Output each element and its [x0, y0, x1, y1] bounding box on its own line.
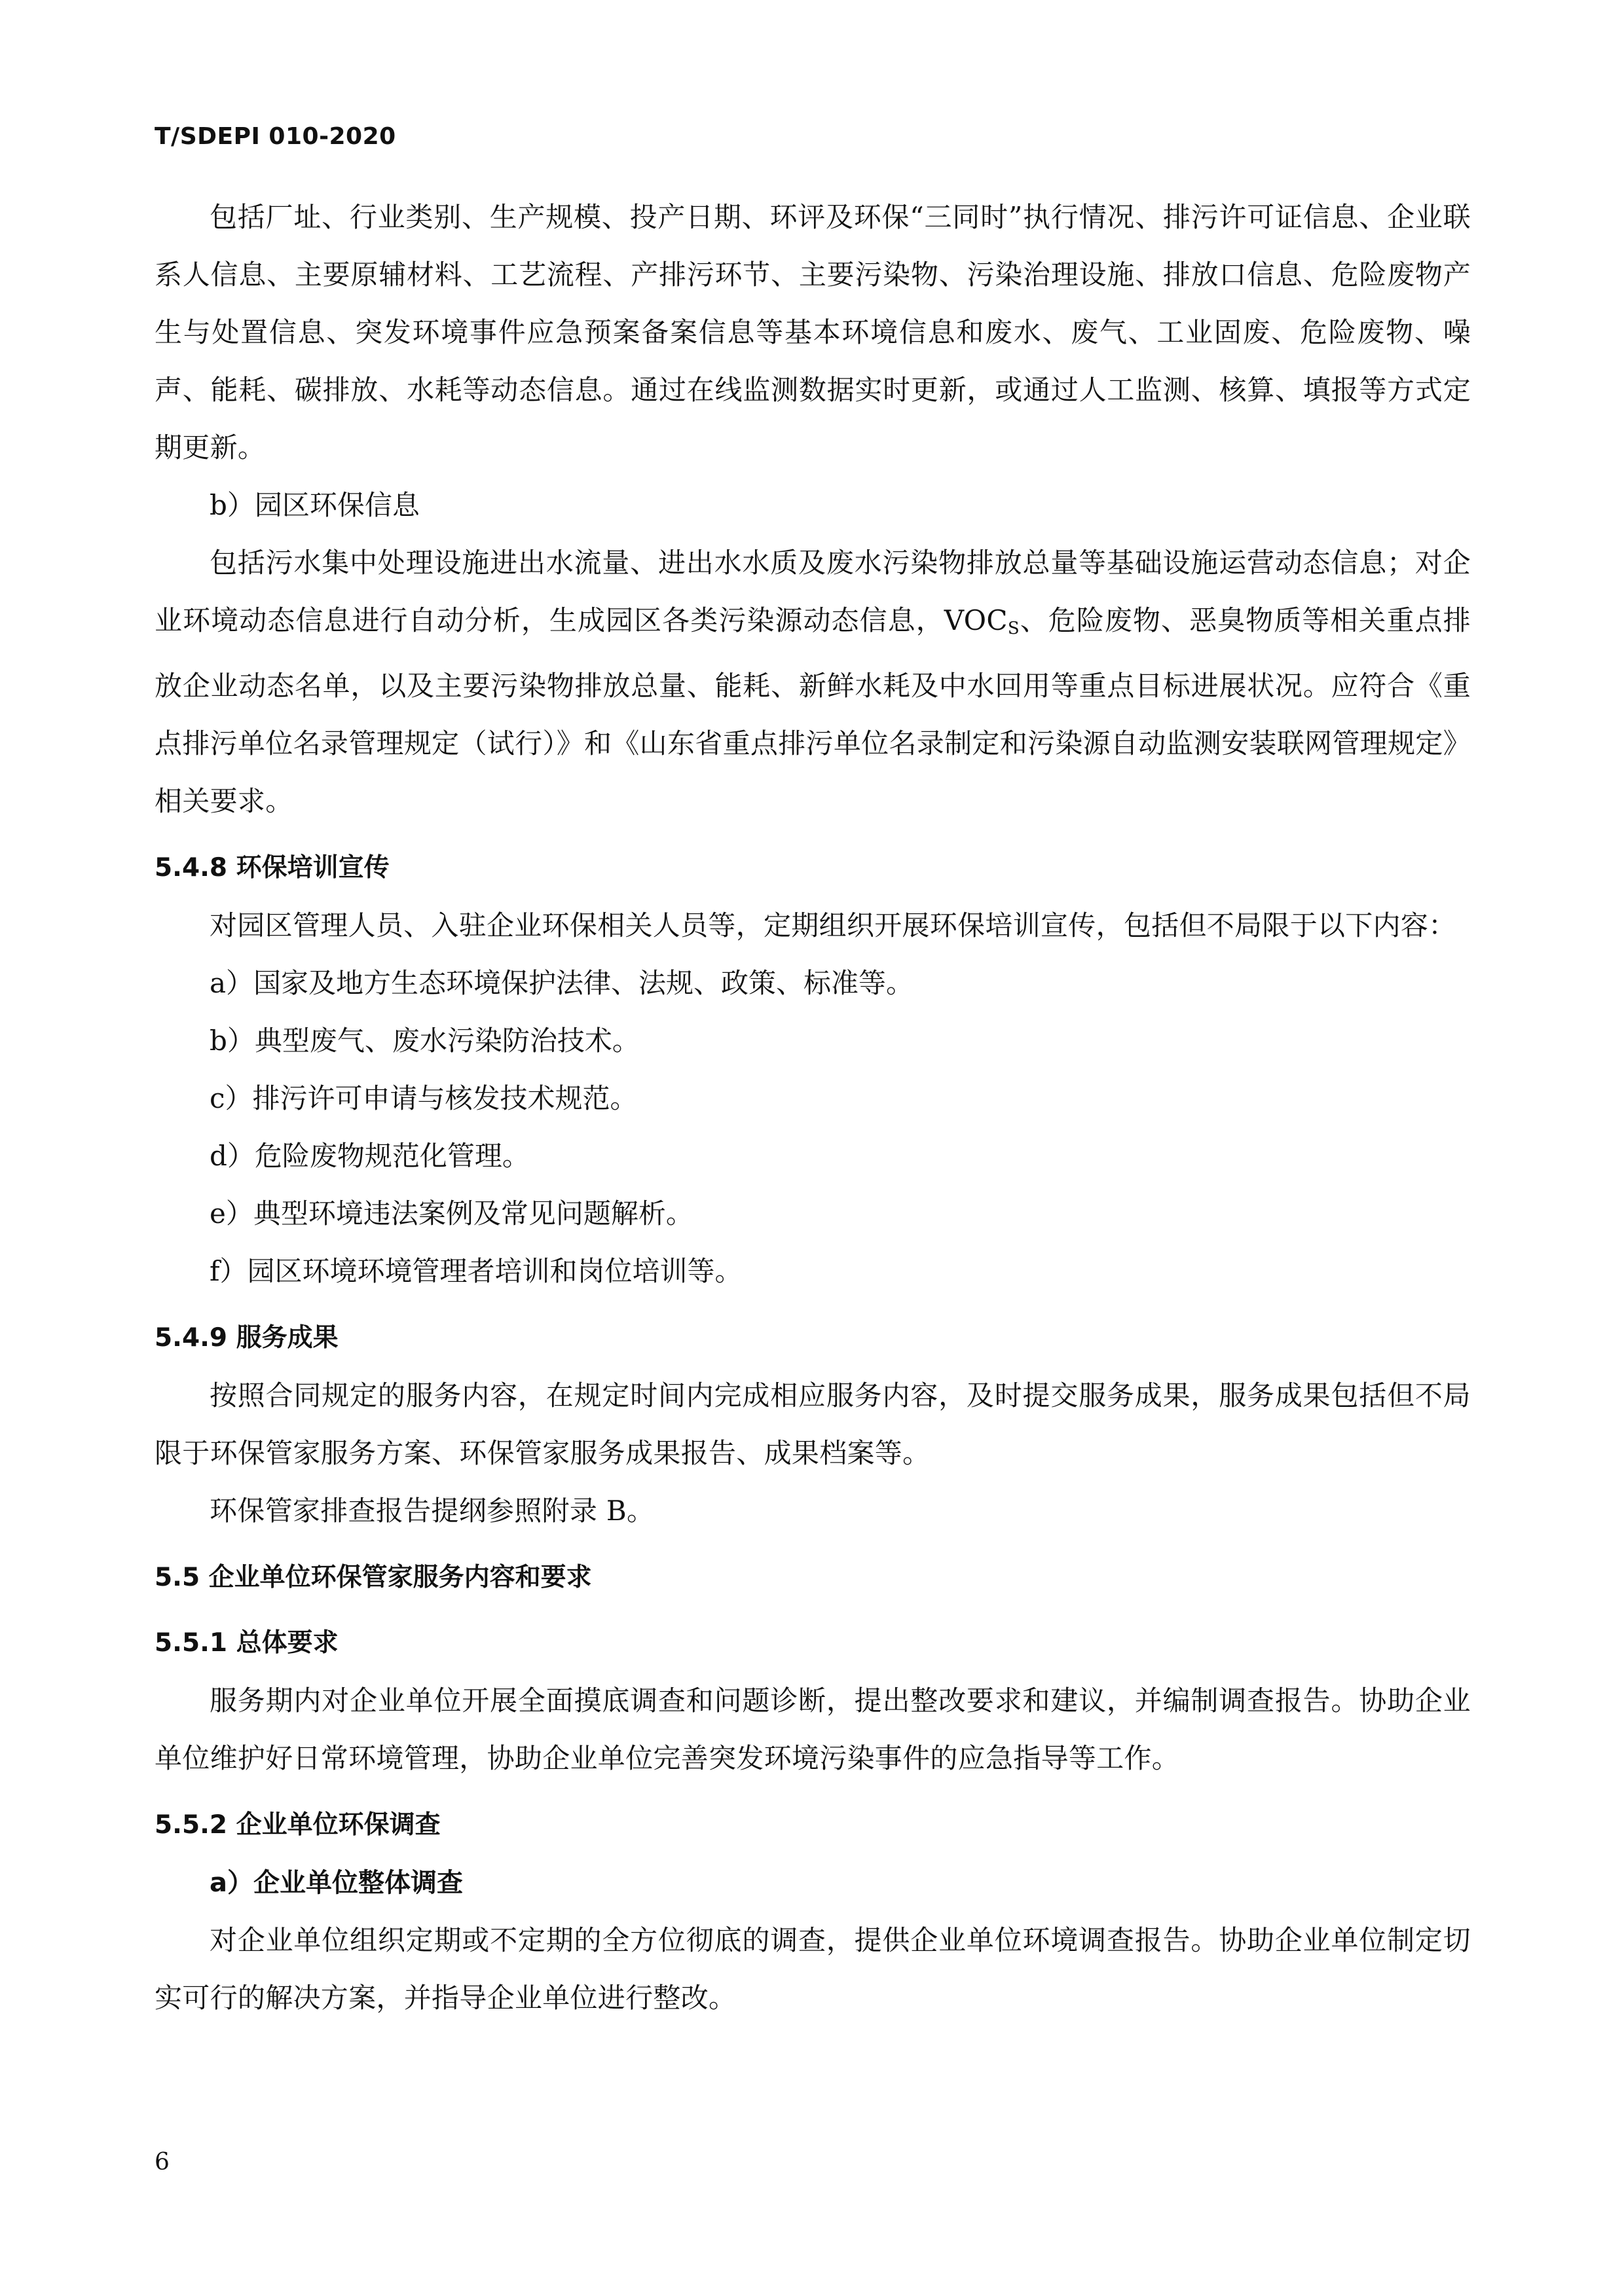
paragraph-service-results: 按照合同规定的服务内容，在规定时间内完成相应服务内容，及时提交服务成果，服务成果包括但不局限于环保管家服务方案、环保管家服务成果报告、成果档案等。: [155, 1379, 1471, 1469]
list-item: e）典型环境违法案例及常见问题解析。: [210, 1197, 693, 1230]
list-item: c）排污许可申请与核发技术规范。: [210, 1082, 638, 1114]
heading-5-5: 5.5 企业单位环保管家服务内容和要求: [155, 1563, 592, 1592]
paragraph-enterprise-info: 包括厂址、行业类别、生产规模、投产日期、环评及环保“三同时”执行情况、排污许可证信息、企业联系人信息、主要原辅材料、工艺流程、产排污环节、主要污染物、污染治理设施、排放口信息、危险废物产生与处置信息、突发环境事件应急预案备案信息等基本环境信息和废水、废气、工业固废、危险废物、噪声、能耗、碳排放、水耗等动态信息。通过在线监测数据实时更新，或通过人工监测、核算、填报等方式定期更新。: [155, 201, 1471, 464]
heading-5-5-1: 5.5.1 总体要求: [155, 1628, 339, 1658]
paragraph-enterprise-survey: 对企业单位组织定期或不定期的全方位彻底的调查，提供企业单位环境调查报告。协助企业单位制定切实可行的解决方案，并指导企业单位进行整改。: [155, 1924, 1471, 2014]
paragraph-appendix-reference: 环保管家排查报告提纲参照附录 B。: [210, 1495, 655, 1527]
heading-5-4-9: 5.4.9 服务成果: [155, 1323, 339, 1353]
list-item: a）国家及地方生态环境保护法律、法规、政策、标准等。: [210, 967, 914, 999]
list-item: d）危险废物规范化管理。: [210, 1140, 530, 1172]
document-code-header: T/SDEPI 010-2020: [155, 123, 396, 150]
park-info-text-1: 包括污水集中处理设施进出水流量、进出水水质及废水污染物排放总量等基础设施运营动态信息；对企业环境动态信息进行自动分析，生成园区各类污染源动态信息，VOC: [155, 547, 1471, 636]
subheading-enterprise-survey: a）企业单位整体调查: [210, 1868, 463, 1898]
paragraph-training: 对园区管理人员、入驻企业环保相关人员等，定期组织开展环保培训宣传，包括但不局限于以下内容：: [210, 909, 1456, 941]
paragraph-general-requirements: 服务期内对企业单位开展全面摸底调查和问题诊断，提出整改要求和建议，并编制调查报告。协助企业单位维护好日常环境管理，协助企业单位完善突发环境污染事件的应急指导等工作。: [155, 1685, 1471, 1774]
vocs-subscript: S: [1007, 619, 1020, 638]
list-item: f）园区环境环境管理者培训和岗位培训等。: [210, 1255, 743, 1287]
page-body: [155, 189, 1471, 2027]
park-info-text-2: 、危险废物、恶臭物质等相关重点排放企业动态名单，以及主要污染物排放总量、能耗、新鲜水耗及中水回用等重点目标进展状况。应符合《重点排污单位名录管理规定（试行）》和《山东省重点排污单位名录制定和污染源自动监测安装联网管理规定》相关要求。: [155, 604, 1471, 817]
list-item-park-info-label: b）园区环保信息: [210, 489, 420, 521]
heading-5-4-8: 5.4.8 环保培训宣传: [155, 853, 390, 883]
heading-5-5-2: 5.5.2 企业单位环保调查: [155, 1810, 441, 1840]
list-item: b）典型废气、废水污染防治技术。: [210, 1025, 640, 1057]
paragraph-park-info: [155, 534, 1471, 830]
page-number: 6: [155, 2149, 170, 2176]
